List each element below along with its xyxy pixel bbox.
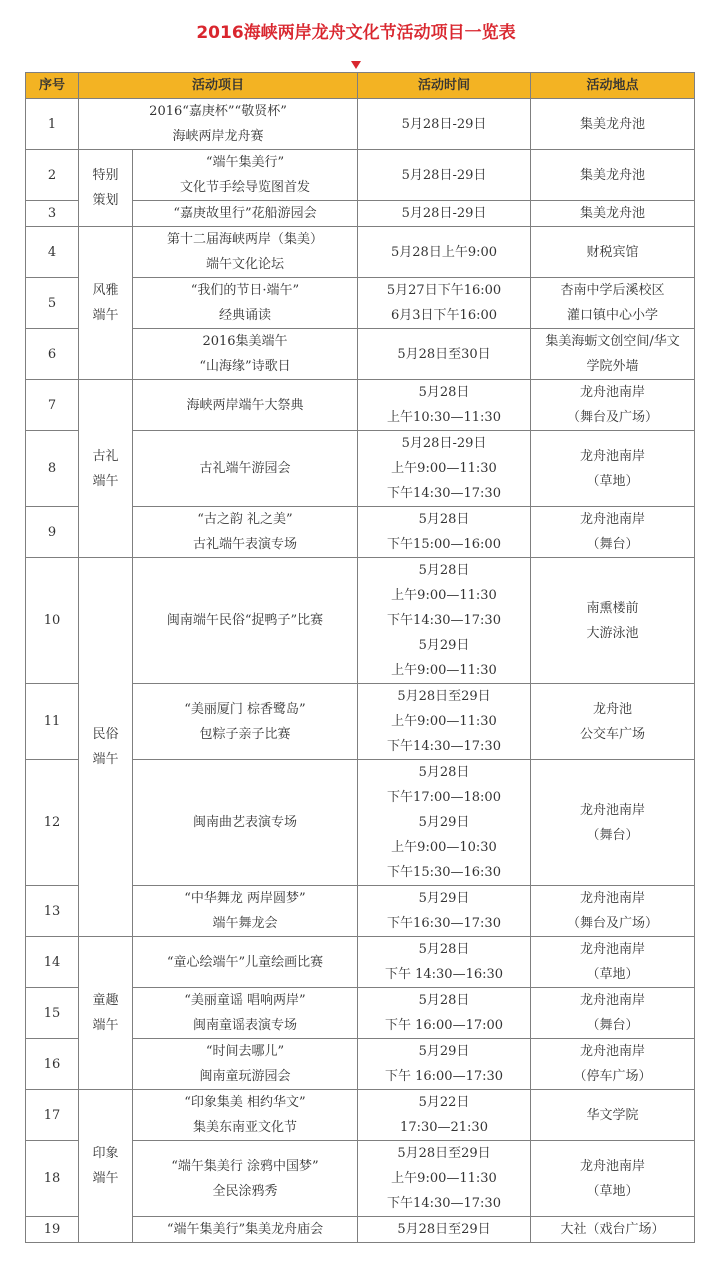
activity-place-line: （舞台及广场）: [567, 916, 659, 931]
activity-time-line: 上午9:00—11:30: [391, 588, 497, 603]
activity-project-line: 包粽子亲子比赛: [199, 726, 291, 742]
activity-place-line: 龙舟池: [593, 701, 633, 717]
row-number: 9: [26, 507, 79, 558]
activity-project-line: “端午集美行”: [205, 155, 285, 170]
activity-time: [358, 1090, 531, 1141]
activity-place-line: 财税宾馆: [586, 244, 639, 260]
activity-time: [358, 1217, 531, 1243]
category-label-line: 风雅: [92, 283, 119, 298]
activity-place-line: 龙舟池南岸: [580, 1158, 646, 1174]
activity-project: [133, 227, 358, 278]
activity-time-line: 5月28日: [418, 563, 470, 578]
row-number: 12: [26, 760, 79, 886]
activity-time-line: 5月28日-29日: [401, 167, 487, 183]
activity-project-line: “印象集美 相约华文”: [184, 1095, 306, 1110]
down-arrow-icon: [0, 54, 712, 73]
activity-place-line: 南熏楼前: [586, 600, 639, 616]
activity-time-line: 5月28日至29日: [397, 1222, 491, 1237]
row-number: 6: [26, 329, 79, 380]
activity-time-line: 下午 16:00—17:30: [384, 1069, 504, 1084]
activity-place: [531, 227, 695, 278]
activity-time-line: 5月28日: [418, 512, 470, 527]
activity-time-line: 下午16:30—17:30: [387, 916, 501, 931]
activity-project: [133, 278, 358, 329]
activity-place: [531, 937, 695, 988]
activity-place: [531, 1217, 695, 1243]
activity-place: [531, 150, 695, 201]
category-label-line: 端午: [92, 752, 119, 767]
page-title: 2016海峡两岸龙舟文化节活动项目一览表: [196, 23, 516, 43]
activity-place-line: 龙舟池南岸: [580, 448, 646, 464]
activity-project-line: 第十二届海峡两岸（集美）: [167, 232, 324, 247]
activity-time: [358, 1039, 531, 1090]
activity-time-line: 下午14:30—17:30: [387, 486, 501, 501]
activity-project: [133, 886, 358, 937]
activity-project-line: “时间去哪儿”: [205, 1044, 285, 1059]
activity-place-line: 大游泳池: [586, 625, 639, 641]
activity-place-line: 龙舟池南岸: [580, 802, 646, 818]
activity-project-line: 端午文化论坛: [206, 257, 285, 272]
activity-time-line: 5月29日: [418, 1044, 470, 1059]
activity-time-line: 下午 14:30—16:30: [384, 967, 504, 982]
activity-time: [358, 278, 531, 329]
activity-place-line: 龙舟池南岸: [580, 385, 646, 400]
activity-time: [358, 507, 531, 558]
activity-place: [531, 684, 695, 760]
activity-project: [133, 1141, 358, 1217]
activity-place-line: 集美龙舟池: [580, 206, 646, 221]
activity-time-line: 5月28日至29日: [397, 689, 491, 704]
activity-project: [133, 1090, 358, 1141]
row-number: 1: [26, 99, 79, 150]
activity-time: [358, 201, 531, 227]
activity-place-line: 龙舟池南岸: [580, 942, 646, 957]
activity-place-line: 集美龙舟池: [580, 167, 646, 183]
activity-time-line: 下午14:30—17:30: [387, 613, 501, 628]
activity-project-line: 海峡两岸龙舟赛: [172, 129, 264, 144]
row-number: 4: [26, 227, 79, 278]
row-number: 16: [26, 1039, 79, 1090]
activity-time-line: 17:30—21:30: [400, 1120, 488, 1135]
activity-time-line: 5月27日下午16:00: [386, 283, 502, 298]
category-label: [79, 150, 133, 227]
activity-time-line: 下午14:30—17:30: [387, 1196, 501, 1211]
activity-time: [358, 380, 531, 431]
row-number: 17: [26, 1090, 79, 1141]
activity-project-line: “美丽童谣 唱响两岸”: [184, 993, 306, 1008]
row-number: 15: [26, 988, 79, 1039]
table-header-row: [26, 73, 695, 99]
activity-time-line: 5月28日: [418, 942, 470, 957]
activity-time: [358, 988, 531, 1039]
activity-table: [25, 72, 695, 1243]
activity-time-line: 5月28日-29日: [401, 436, 487, 451]
activity-project-line: 闽南端午民俗“捉鸭子”比赛: [166, 613, 324, 628]
activity-project: [133, 1217, 358, 1243]
activity-place: [531, 431, 695, 507]
category-label-line: 童趣: [92, 993, 119, 1008]
row-number: 13: [26, 886, 79, 937]
activity-project-line: “美丽厦门 棕香鹭岛”: [184, 701, 306, 717]
activity-place-line: （草地）: [586, 1183, 639, 1199]
activity-place: [531, 278, 695, 329]
activity-time-line: 5月28日: [418, 993, 470, 1008]
activity-time-line: 上午9:00—11:30: [391, 1171, 497, 1186]
activity-project-line: 闽南童谣表演专场: [193, 1018, 298, 1033]
activity-project-line: 古礼端午游园会: [199, 461, 291, 476]
activity-project-line: 集美东南亚文化节: [193, 1120, 298, 1135]
activity-time: [358, 1141, 531, 1217]
table-row: [26, 380, 695, 431]
activity-time-line: 5月29日: [418, 815, 470, 830]
row-number: 18: [26, 1141, 79, 1217]
category-label-line: 古礼: [92, 448, 119, 464]
activity-place-line: 集美龙舟池: [580, 116, 646, 132]
activity-place: [531, 558, 695, 684]
activity-place-line: （草地）: [586, 967, 639, 982]
activity-project: [133, 201, 358, 227]
row-number: 11: [26, 684, 79, 760]
activity-time-line: 下午 16:00—17:00: [384, 1018, 504, 1033]
activity-place-line: 龙舟池南岸: [580, 1044, 646, 1059]
table-row: [26, 558, 695, 684]
activity-place: [531, 507, 695, 558]
activity-project-line: “童心绘端午”儿童绘画比赛: [166, 954, 324, 970]
activity-place-line: （舞台）: [586, 827, 639, 843]
activity-project-line: 2016集美端午: [202, 334, 288, 349]
header-no: 序号: [26, 73, 79, 99]
table-row: [26, 937, 695, 988]
activity-time: [358, 150, 531, 201]
activity-place-line: 灌口镇中心小学: [567, 308, 659, 323]
activity-place: [531, 1090, 695, 1141]
activity-project: [133, 684, 358, 760]
activity-time-line: 上午9:00—11:30: [391, 714, 497, 729]
activity-project-line: “古之韵 礼之美”: [197, 512, 293, 527]
activity-place-line: 华文学院: [586, 1107, 639, 1123]
row-number: 19: [26, 1217, 79, 1243]
activity-project: [133, 760, 358, 886]
activity-place: [531, 1039, 695, 1090]
activity-project-line: “端午集美行 涂鸦中国梦”: [171, 1158, 319, 1174]
activity-time-line: 5月28日-29日: [401, 206, 487, 221]
activity-place-line: 大社（戏台广场）: [560, 1222, 665, 1237]
category-label-line: 端午: [92, 1018, 119, 1033]
header-place: 活动地点: [531, 73, 695, 99]
activity-time-line: 6月3日下午16:00: [391, 308, 498, 323]
activity-time: [358, 937, 531, 988]
activity-project: [133, 1039, 358, 1090]
activity-time-line: 5月28日至29日: [397, 1146, 491, 1161]
activity-place: [531, 201, 695, 227]
activity-time: [358, 684, 531, 760]
category-label-line: 印象: [92, 1146, 119, 1161]
category-label: [79, 937, 133, 1090]
row-number: 8: [26, 431, 79, 507]
activity-place: [531, 988, 695, 1039]
activity-place: [531, 1141, 695, 1217]
activity-project: [133, 329, 358, 380]
activity-place-line: （舞台及广场）: [567, 410, 659, 425]
activity-project: [133, 431, 358, 507]
activity-place-line: （草地）: [586, 473, 639, 489]
activity-project: [133, 937, 358, 988]
table-row: [26, 150, 695, 201]
activity-project-line: “端午集美行”集美龙舟庙会: [166, 1222, 324, 1237]
row-number: 2: [26, 150, 79, 201]
activity-time-line: 5月29日: [418, 891, 470, 906]
activity-time: [358, 99, 531, 150]
activity-project: [133, 988, 358, 1039]
activity-time-line: 5月22日: [418, 1095, 470, 1110]
activity-project: [133, 507, 358, 558]
activity-time-line: 上午9:00—10:30: [391, 840, 497, 855]
table-row: [26, 227, 695, 278]
activity-project: [133, 380, 358, 431]
activity-time-line: 5月28日-29日: [401, 116, 487, 132]
category-label: [79, 380, 133, 558]
activity-time-line: 下午15:00—16:00: [387, 537, 501, 552]
activity-project: [133, 150, 358, 201]
header-project: 活动项目: [79, 73, 358, 99]
activity-project-line: 全民涂鸦秀: [212, 1183, 278, 1199]
category-label-line: 民俗: [92, 727, 119, 742]
activity-time: [358, 760, 531, 886]
activity-time-line: 5月28日: [418, 385, 470, 400]
category-label-line: 端午: [92, 1171, 119, 1186]
activity-place: [531, 760, 695, 886]
activity-project-line: 文化节手绘导览图首发: [180, 180, 311, 195]
activity-place: [531, 99, 695, 150]
activity-place-line: （舞台）: [586, 1018, 639, 1033]
activity-time: [358, 886, 531, 937]
category-label-line: 策划: [92, 193, 119, 208]
activity-project-line: 经典诵读: [219, 308, 272, 323]
activity-place-line: 龙舟池南岸: [580, 512, 646, 527]
activity-time-line: 5月28日上午9:00: [391, 244, 498, 260]
activity-time: [358, 558, 531, 684]
activity-place: [531, 329, 695, 380]
activity-time: [358, 329, 531, 380]
activity-time-line: 下午17:00—18:00: [387, 790, 501, 805]
row-number: 5: [26, 278, 79, 329]
category-label: [79, 227, 133, 380]
activity-time-line: 下午14:30—17:30: [387, 739, 501, 754]
row-number: 7: [26, 380, 79, 431]
activity-time-line: 下午15:30—16:30: [387, 865, 501, 880]
activity-time-line: 上午9:00—11:30: [391, 461, 497, 476]
activity-time: [358, 431, 531, 507]
activity-project-line: 古礼端午表演专场: [193, 537, 298, 552]
category-label-line: 端午: [92, 308, 119, 323]
activity-place-line: 学院外墙: [586, 359, 639, 374]
activity-project-line: 海峡两岸端午大祭典: [186, 397, 304, 413]
activity-place-line: （停车广场）: [573, 1069, 652, 1084]
activity-place-line: 龙舟池南岸: [580, 993, 646, 1008]
activity-project-line: 端午舞龙会: [212, 916, 278, 931]
activity-project-line: 2016“嘉庚杯”“敬贤杯”: [149, 104, 287, 119]
activity-project-line: “我们的节日·端午”: [190, 283, 300, 298]
activity-project-line: 闽南童玩游园会: [199, 1069, 291, 1084]
activity-place-line: 集美海蛎文创空间/华文: [545, 334, 680, 349]
activity-place: [531, 886, 695, 937]
activity-time-line: 上午10:30—11:30: [387, 410, 501, 425]
category-label: [79, 558, 133, 937]
activity-project: [79, 99, 358, 150]
activity-time-line: 5月28日至30日: [397, 346, 491, 362]
activity-time: [358, 227, 531, 278]
header-time: 活动时间: [358, 73, 531, 99]
activity-time-line: 5月29日: [418, 638, 470, 653]
row-number: 10: [26, 558, 79, 684]
activity-place-line: （舞台）: [586, 537, 639, 552]
activity-place: [531, 380, 695, 431]
table-row: [26, 1090, 695, 1141]
row-number: 3: [26, 201, 79, 227]
activity-time-line: 上午9:00—11:30: [391, 663, 497, 678]
activity-place-line: 公交车广场: [580, 726, 646, 742]
activity-time-line: 5月28日: [418, 765, 470, 780]
activity-project-line: “嘉庚故里行”花船游园会: [173, 206, 317, 221]
activity-place-line: 龙舟池南岸: [580, 891, 646, 906]
activity-project-line: “山海缘”诗歌日: [199, 359, 291, 374]
activity-project-line: “中华舞龙 两岸圆梦”: [184, 891, 306, 906]
category-label: [79, 1090, 133, 1243]
table-row: [26, 99, 695, 150]
category-label-line: 端午: [92, 473, 119, 489]
row-number: 14: [26, 937, 79, 988]
activity-project-line: 闽南曲艺表演专场: [193, 815, 298, 830]
category-label-line: 特别: [92, 168, 119, 183]
activity-place-line: 杏南中学后溪校区: [560, 283, 665, 298]
activity-project: [133, 558, 358, 684]
